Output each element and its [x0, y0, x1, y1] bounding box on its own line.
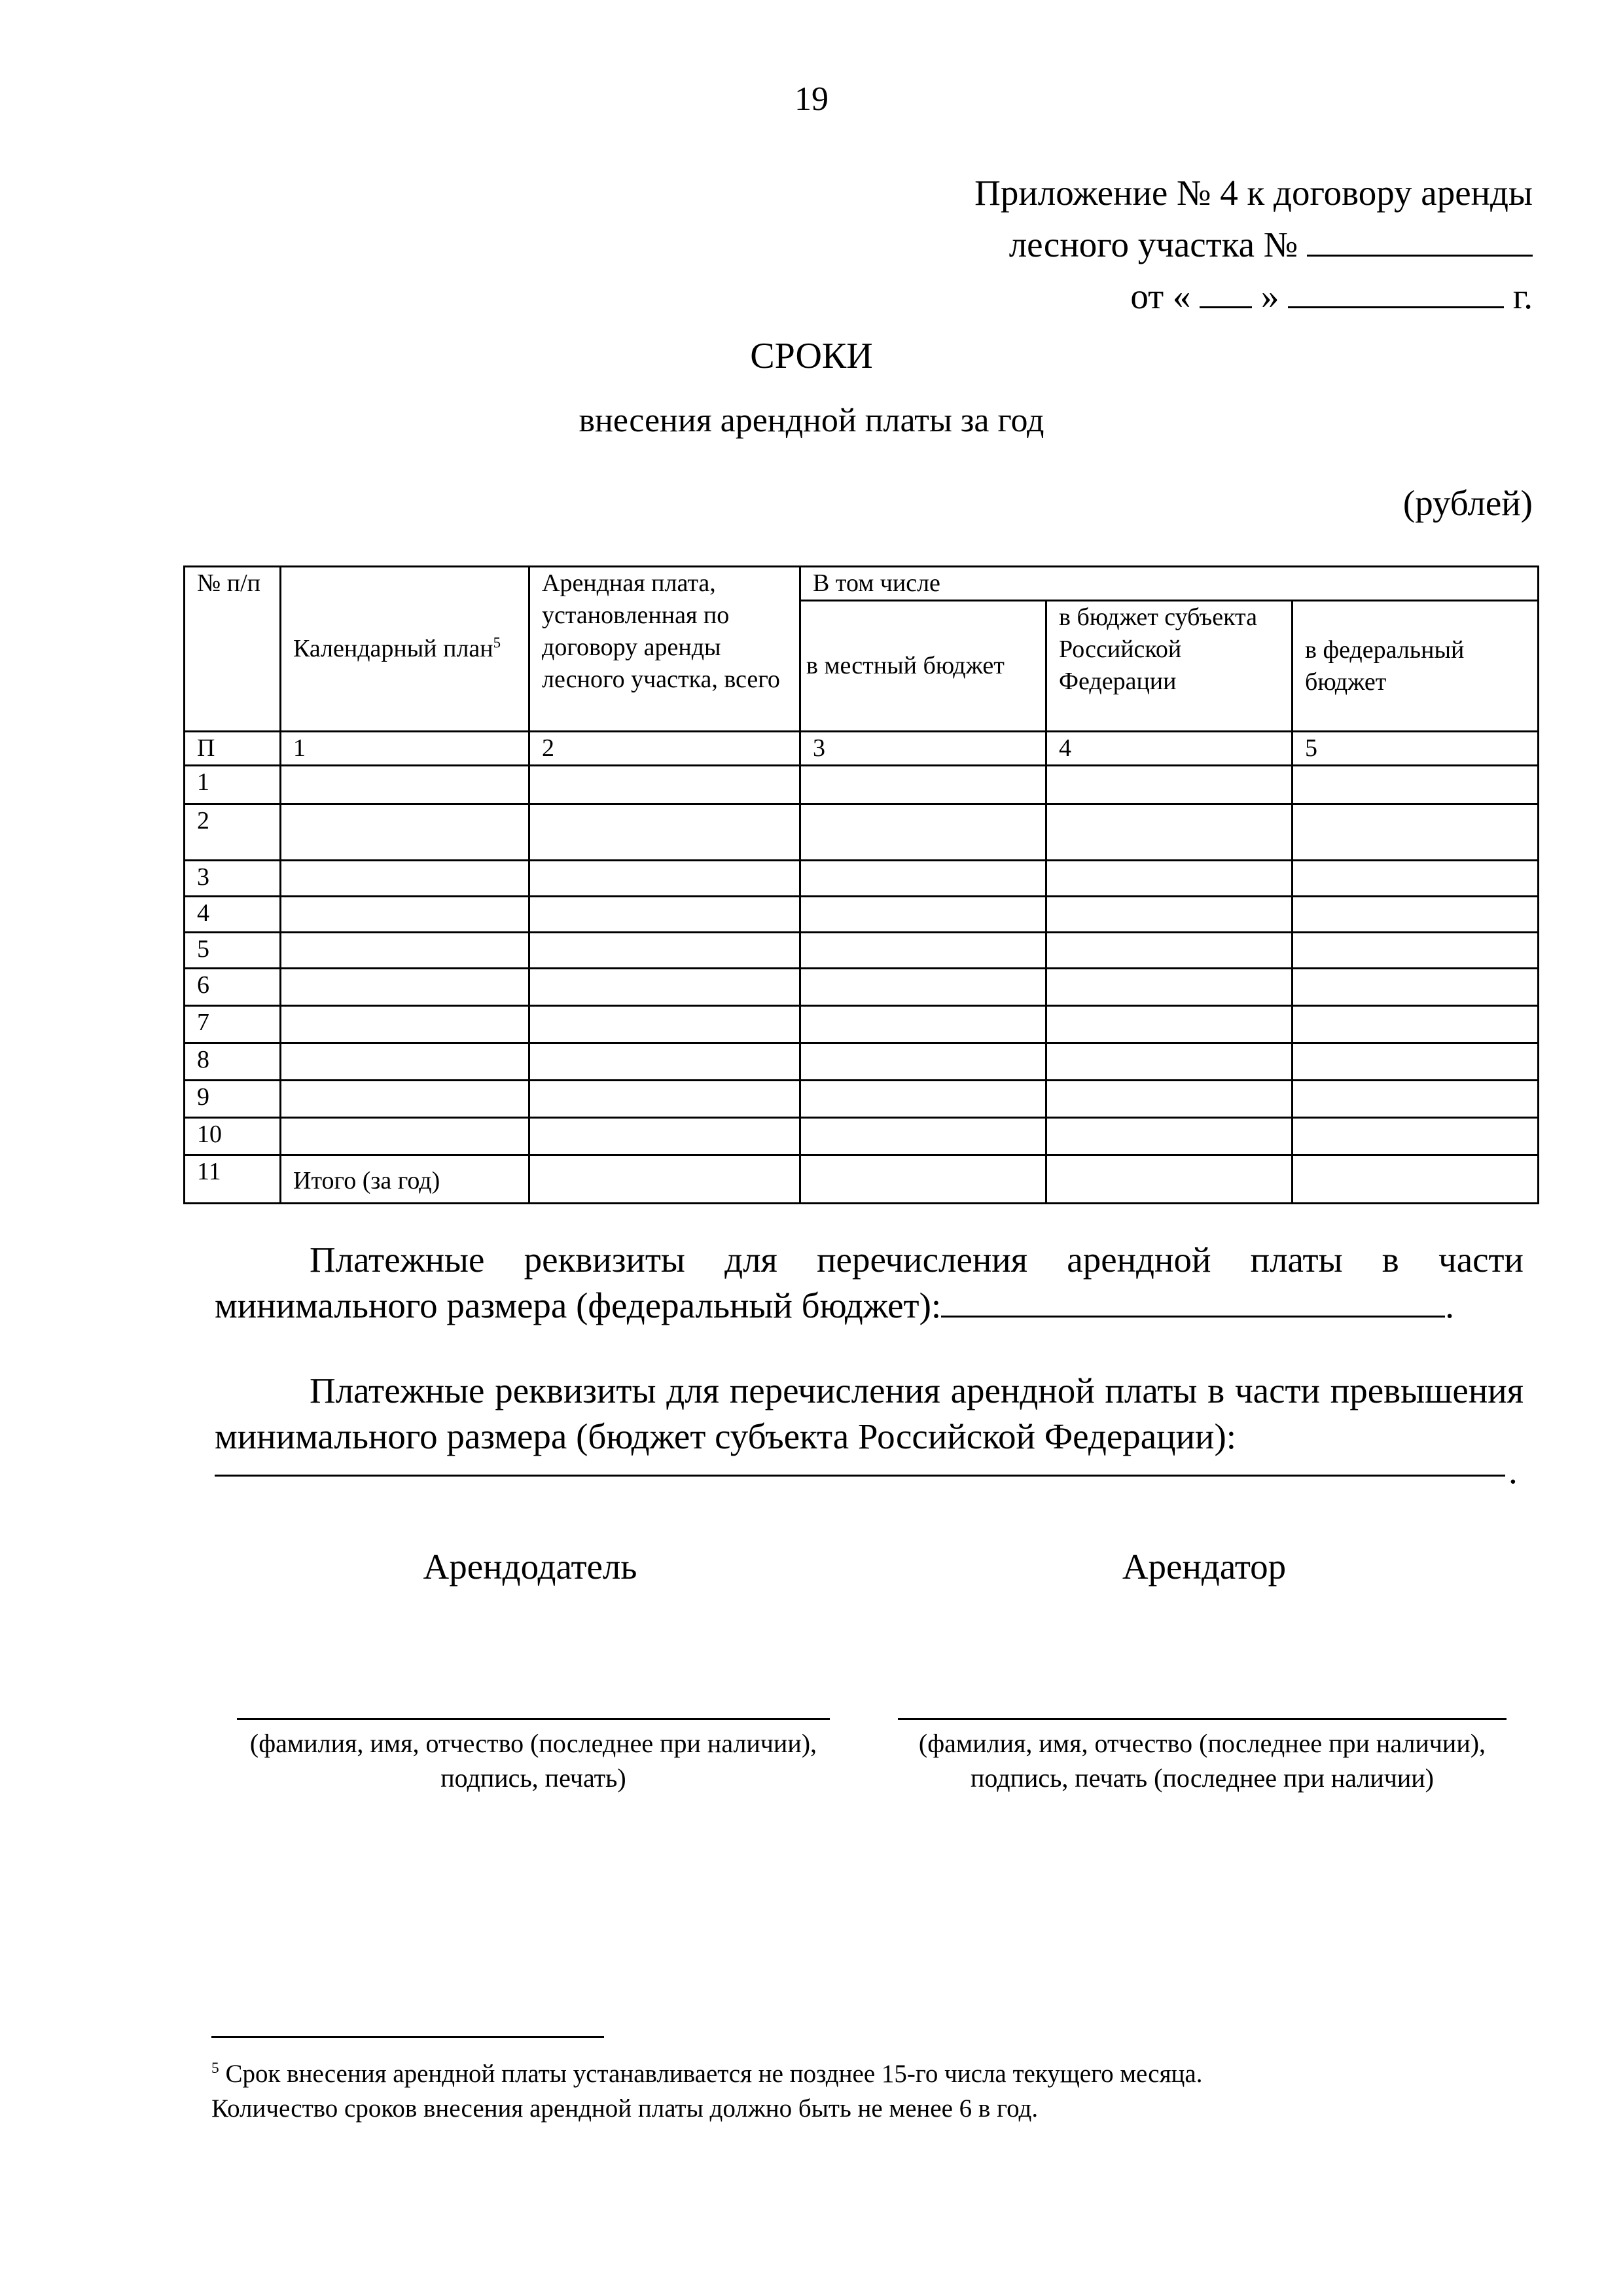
table-row	[185, 804, 1539, 861]
lessor-caption-line-2: подпись, печать)	[440, 1763, 626, 1793]
index-cell: 4	[1046, 732, 1293, 766]
footnote-text-1: Срок внесения арендной платы устанавливается не позднее 15-го числа текущего месяца.	[225, 2060, 1203, 2088]
row-plan[interactable]	[281, 861, 529, 897]
lessor-title: Арендодатель	[423, 1547, 637, 1587]
row-local-cell[interactable]	[800, 1118, 1046, 1155]
lessee-caption	[875, 1726, 1529, 1795]
date-month-year-field[interactable]	[1288, 272, 1504, 308]
row-regional-cell[interactable]	[1046, 1155, 1293, 1204]
row-federal-cell[interactable]	[1293, 1081, 1539, 1118]
row-num: 6	[185, 969, 281, 1006]
table-row	[185, 861, 1539, 897]
payment-details-regional-field[interactable]	[215, 1475, 1505, 1477]
lessor-signature-line[interactable]	[237, 1718, 830, 1720]
row-regional-cell[interactable]	[1046, 861, 1293, 897]
table-row	[185, 1043, 1539, 1081]
header-including: В том числе	[800, 567, 1539, 601]
row-federal-cell[interactable]	[1293, 804, 1539, 861]
row-total-cell[interactable]	[529, 1081, 800, 1118]
row-plan[interactable]	[281, 1043, 529, 1081]
header-plan-label: Календарный план	[293, 635, 493, 662]
document-title: СРОКИ	[750, 336, 873, 376]
row-regional-cell[interactable]	[1046, 804, 1293, 861]
header-regional: в бюджет субъекта Российской Федерации	[1046, 601, 1293, 732]
table-row	[185, 897, 1539, 933]
row-plan[interactable]	[281, 766, 529, 804]
table-row-total	[185, 1155, 1539, 1204]
payment-schedule-table	[183, 565, 1539, 1204]
header-row-1	[185, 567, 1539, 601]
row-regional-cell[interactable]	[1046, 766, 1293, 804]
payment-details-federal-text: Платежные реквизиты для перечисления арендной платы в части минимального размера (федеральный бюджет):	[215, 1240, 1524, 1325]
row-total-cell[interactable]	[529, 1118, 800, 1155]
footnote-line-1	[211, 2056, 1520, 2091]
lessee-title: Арендатор	[1122, 1547, 1287, 1587]
row-num: 11	[185, 1155, 281, 1204]
payment-details-regional-text: Платежные реквизиты для перечисления арендной платы в части превышения минимального размера (бюджет субъекта Российской Федерации):	[215, 1371, 1524, 1456]
appendix-contract-label: лесного участка №	[1008, 224, 1298, 264]
appendix-line-2	[747, 219, 1533, 270]
date-day-field[interactable]	[1200, 272, 1252, 308]
lessor-caption-line-1: (фамилия, имя, отчество (последнее при наличии),	[249, 1729, 817, 1758]
row-plan[interactable]	[281, 1118, 529, 1155]
row-local-cell[interactable]	[800, 861, 1046, 897]
row-plan[interactable]	[281, 933, 529, 969]
header-num: № п/п	[185, 567, 281, 732]
table-row	[185, 969, 1539, 1006]
table-row	[185, 1006, 1539, 1043]
footnote-marker: 5	[211, 2060, 219, 2077]
row-total-cell[interactable]	[529, 897, 800, 933]
row-local-cell[interactable]	[800, 1081, 1046, 1118]
row-num: 2	[185, 804, 281, 861]
row-total-cell[interactable]	[529, 804, 800, 861]
header-total: Арендная плата, установленная по договору аренды лесного участка, всего	[529, 567, 800, 732]
row-regional-cell[interactable]	[1046, 933, 1293, 969]
row-num: 5	[185, 933, 281, 969]
row-plan[interactable]	[281, 969, 529, 1006]
page-number: 19	[794, 81, 829, 118]
row-local-cell[interactable]	[800, 766, 1046, 804]
footnote-line-2: Количество сроков внесения арендной платы должно быть не менее 6 в год.	[211, 2094, 1039, 2123]
row-federal-cell[interactable]	[1293, 969, 1539, 1006]
date-mid: »	[1260, 276, 1279, 316]
lessee-signature-line[interactable]	[898, 1718, 1507, 1720]
row-plan[interactable]	[281, 1081, 529, 1118]
index-cell: 3	[800, 732, 1046, 766]
row-total-cell[interactable]	[529, 861, 800, 897]
row-plan-total-label: Итого (за год)	[281, 1155, 529, 1204]
row-num: 4	[185, 897, 281, 933]
lessee-caption-line-1: (фамилия, имя, отчество (последнее при наличии),	[918, 1729, 1486, 1758]
index-cell: 1	[281, 732, 529, 766]
document-subtitle: внесения арендной платы за год	[579, 402, 1044, 439]
row-federal-cell[interactable]	[1293, 1043, 1539, 1081]
row-num: 1	[185, 766, 281, 804]
row-federal-cell[interactable]	[1293, 1006, 1539, 1043]
row-local-cell[interactable]	[800, 804, 1046, 861]
index-cell: 5	[1293, 732, 1539, 766]
row-local-cell[interactable]	[800, 1043, 1046, 1081]
row-total-cell[interactable]	[529, 766, 800, 804]
table-row	[185, 766, 1539, 804]
index-cell: 2	[529, 732, 800, 766]
row-plan[interactable]	[281, 804, 529, 861]
row-total-cell[interactable]	[529, 1006, 800, 1043]
table-row	[185, 933, 1539, 969]
lessee-caption-line-2: подпись, печать (последнее при наличии)	[970, 1763, 1434, 1793]
row-plan[interactable]	[281, 1006, 529, 1043]
row-federal-cell[interactable]	[1293, 1155, 1539, 1204]
row-regional-cell[interactable]	[1046, 897, 1293, 933]
currency-unit: (рублей)	[1402, 483, 1533, 523]
appendix-line-3	[747, 270, 1533, 322]
row-regional-cell[interactable]	[1046, 1043, 1293, 1081]
payment-details-regional-end-dot: .	[1508, 1451, 1518, 1491]
row-local-cell[interactable]	[800, 933, 1046, 969]
payment-details-federal-field[interactable]	[941, 1283, 1445, 1318]
table-row	[185, 1081, 1539, 1118]
row-num: 7	[185, 1006, 281, 1043]
date-prefix: от «	[1130, 276, 1191, 316]
appendix-line-1: Приложение № 4 к договору аренды	[974, 173, 1533, 213]
lessor-caption	[206, 1726, 861, 1795]
row-local-cell[interactable]	[800, 1006, 1046, 1043]
row-federal-cell[interactable]	[1293, 1118, 1539, 1155]
header-local: в местный бюджет	[800, 601, 1046, 732]
row-total-cell[interactable]	[529, 1155, 800, 1204]
row-regional-cell[interactable]	[1046, 1006, 1293, 1043]
row-total-cell[interactable]	[529, 933, 800, 969]
header-federal: в федеральный бюджет	[1293, 601, 1539, 732]
row-regional-cell[interactable]	[1046, 969, 1293, 1006]
index-cell: П	[185, 732, 281, 766]
header-plan-footnote-marker: 5	[493, 634, 501, 651]
row-federal-cell[interactable]	[1293, 861, 1539, 897]
row-local-cell[interactable]	[800, 897, 1046, 933]
footnote-separator	[211, 2036, 604, 2038]
row-regional-cell[interactable]	[1046, 1118, 1293, 1155]
row-num: 10	[185, 1118, 281, 1155]
row-regional-cell[interactable]	[1046, 1081, 1293, 1118]
row-plan[interactable]	[281, 897, 529, 933]
contract-number-field[interactable]	[1307, 221, 1533, 257]
date-suffix: г.	[1512, 276, 1533, 316]
row-total-cell[interactable]	[529, 1043, 800, 1081]
row-local-cell[interactable]	[800, 1155, 1046, 1204]
row-federal-cell[interactable]	[1293, 897, 1539, 933]
table-row	[185, 1118, 1539, 1155]
payment-details-federal: Платежные реквизиты для перечисления арендной платы в части минимального размера (федеральный бюджет): .	[215, 1240, 1524, 1325]
row-federal-cell[interactable]	[1293, 766, 1539, 804]
row-num: 8	[185, 1043, 281, 1081]
footnote	[211, 2056, 1520, 2126]
row-federal-cell[interactable]	[1293, 933, 1539, 969]
row-num: 9	[185, 1081, 281, 1118]
row-num: 3	[185, 861, 281, 897]
header-plan	[281, 567, 529, 732]
index-row	[185, 732, 1539, 766]
row-total-cell[interactable]	[529, 969, 800, 1006]
payment-details-regional	[215, 1368, 1524, 1460]
row-local-cell[interactable]	[800, 969, 1046, 1006]
